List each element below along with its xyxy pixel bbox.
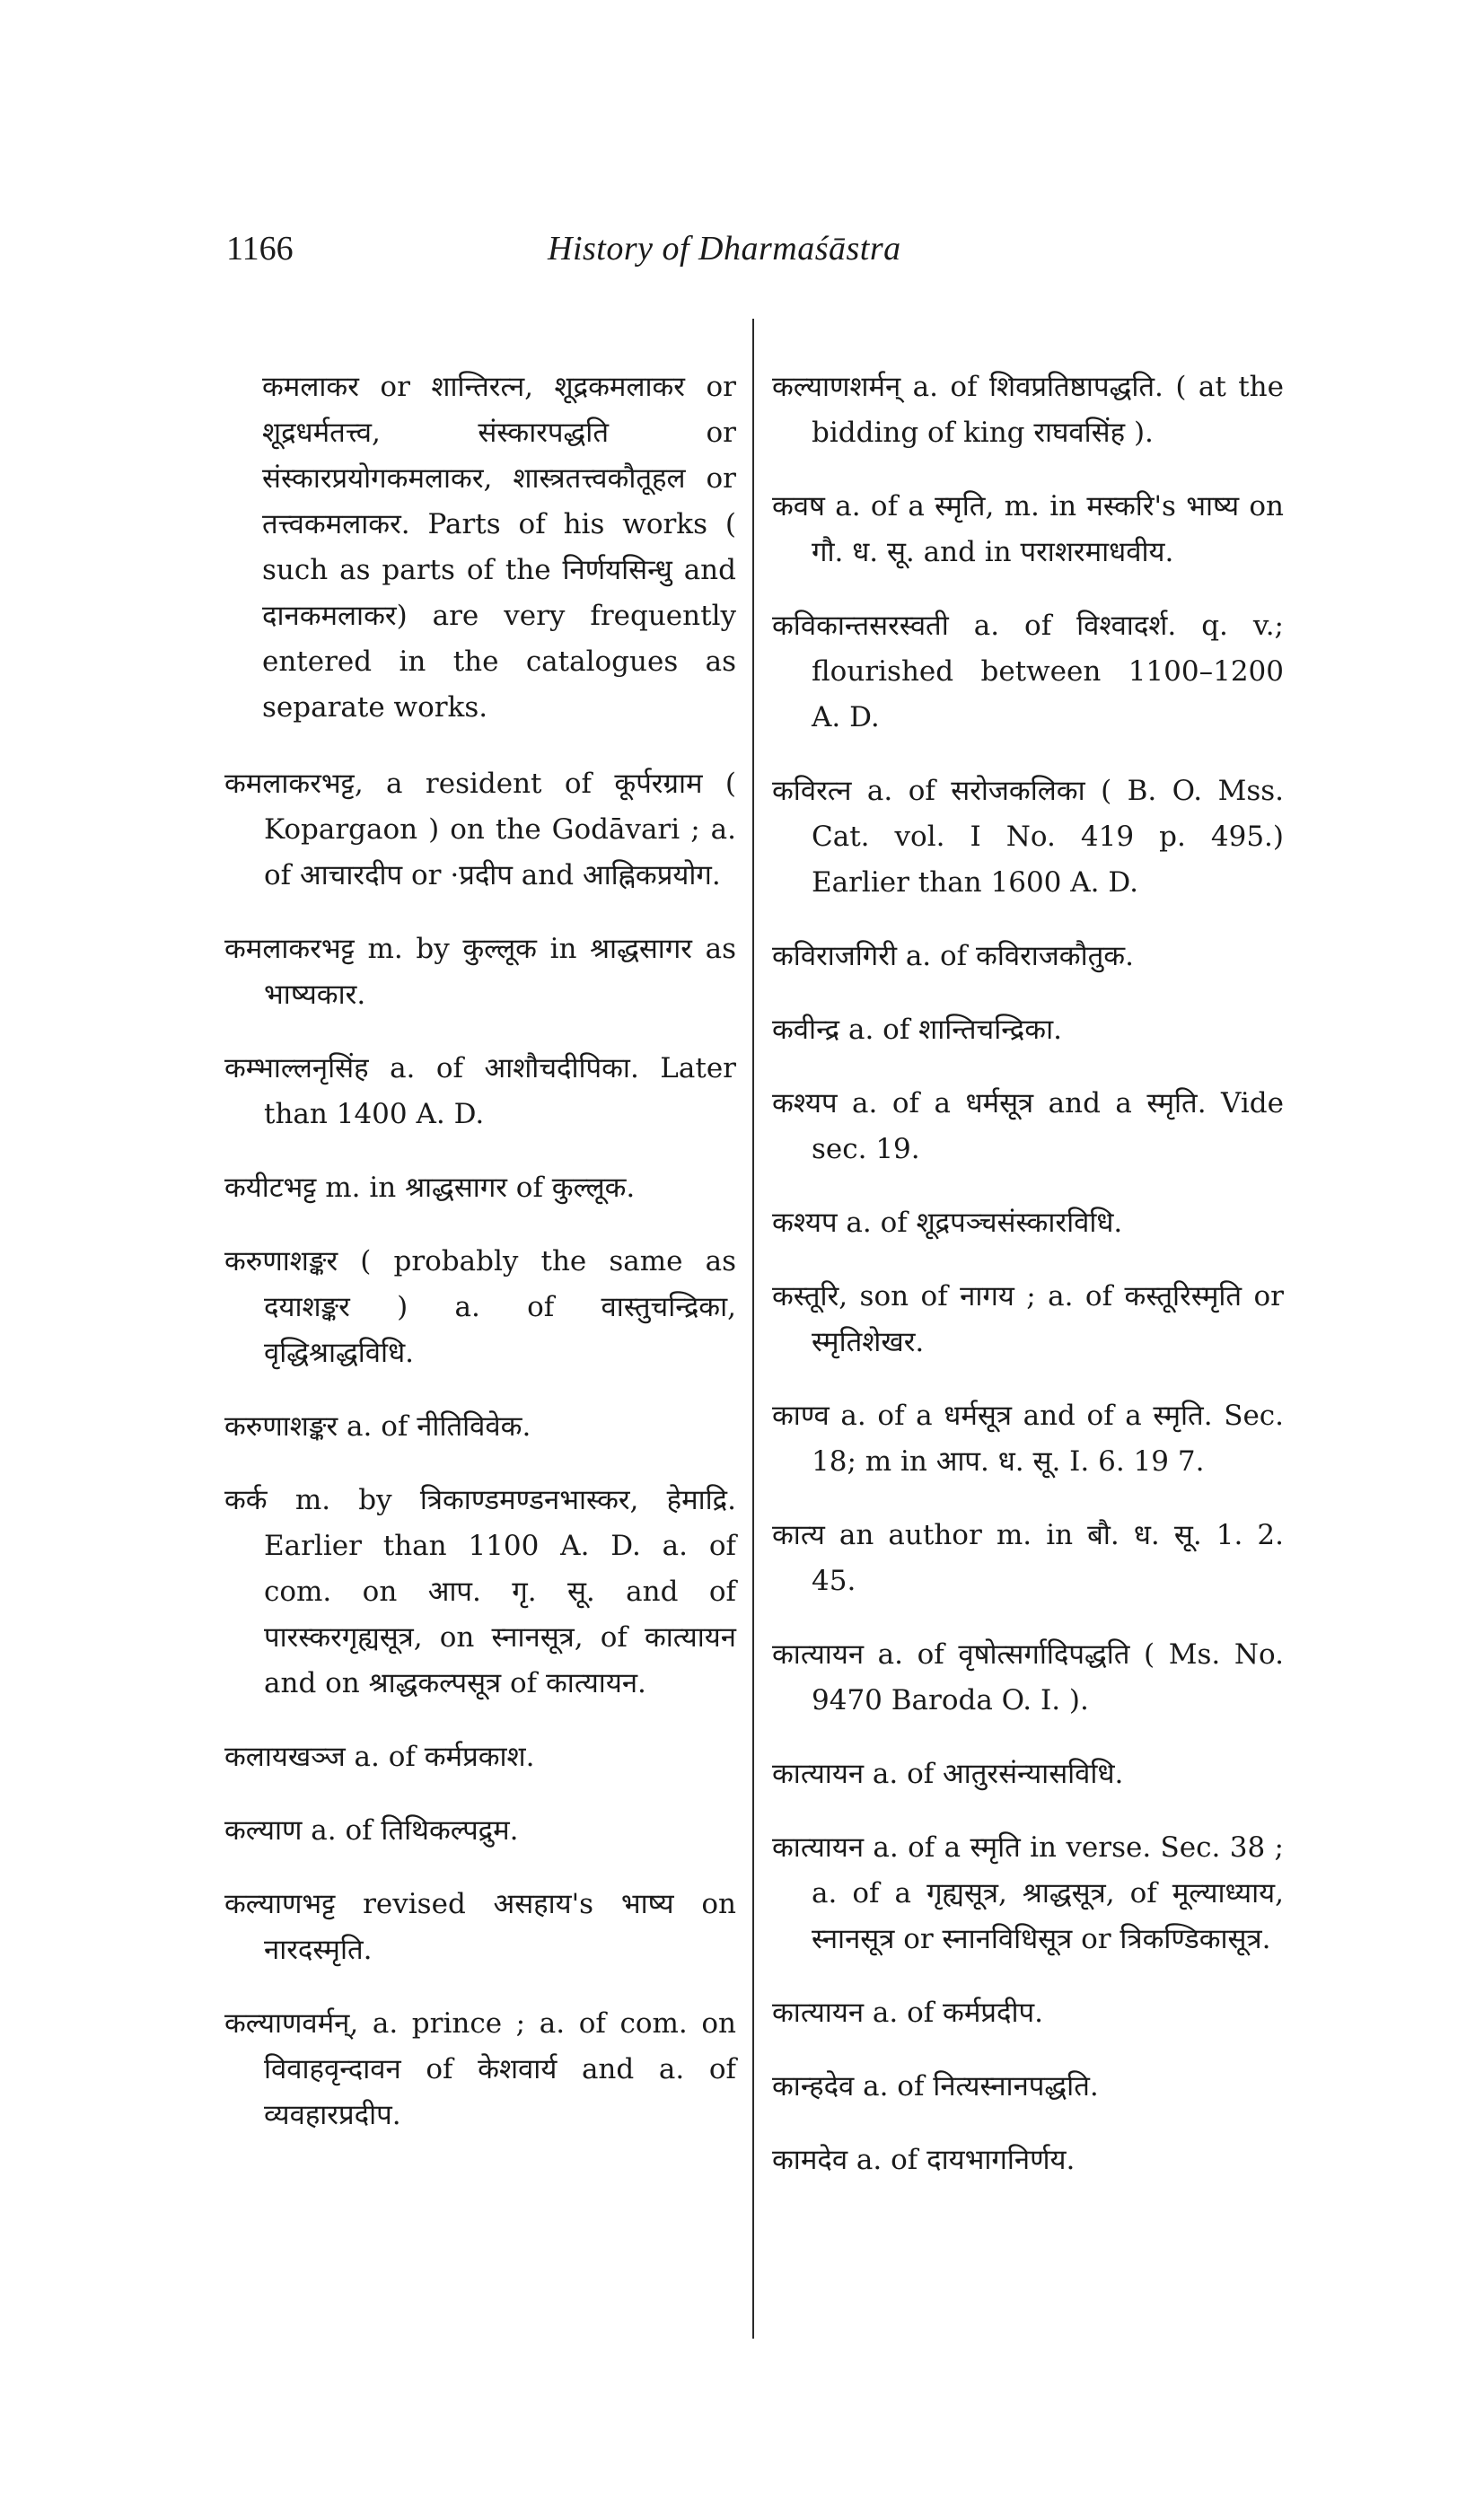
left-column [224,337,736,2162]
entry: कल्याणभट्ट revised असहाय's भाष्य on नारदस्मृति. [224,1888,736,1966]
entry: कात्यायन a. of a स्मृति in verse. Sec. 38 ; a. of a गृह्यसूत्र, श्राद्धसूत्र, of मूल्याध्याय, स्नानसूत्र or स्नानविधिसूत्र or त्रिकण्डिकासूत्र. [772,1831,1284,1955]
entry: कस्तूरि, son of नागय ; a. of कस्तूरिस्मृति or स्मृतिशेखर. [772,1280,1284,1358]
entry: कल्याणवर्मन्, a. prince ; a. of com. on विवाहवृन्दावन of केशवार्य and a. of व्यवहारप्रदीप. [224,2007,736,2131]
entry: कम्भाल्लनृसिंह a. of आशौचदीपिका. Later than 1400 A. D. [224,1052,736,1130]
entry: करुणाशङ्कर a. of नीतिविवेक. [224,1410,531,1443]
entry: कल्याण a. of तिथिकल्पद्रुम. [224,1814,519,1847]
entry: कल्याणशर्मन् a. of शिवप्रतिष्ठापद्धति. ( at the bidding of king राघवसिंह ). [772,371,1284,449]
entry-continued: कमलाकर or शान्तिरत्न, शूद्रकमलाकर or शूद्रधर्मतत्त्व, संस्कारपद्धति or संस्कारप्रयोगकमलाकर, शास्त्रतत्त्वकौतूहल or तत्त्वकमलाकर. Parts of his works ( such as parts of the निर्णयसिन्धु and दानकमलाकर) are very frequently entered in the catalogues as separate works. [262,371,736,724]
entry: कवीन्द्र a. of शान्तिचन्द्रिका. [772,1014,1062,1046]
entry: कश्यप a. of शूद्रपञ्चसंस्कारविधि. [772,1207,1123,1239]
entry: कयीटभट्ट m. in श्राद्धसागर of कुल्लूक. [224,1172,636,1204]
entry: कविराजगिरी a. of कविराजकौतुक. [772,940,1134,972]
column-divider [752,319,754,2339]
entry: कात्यायन a. of वृषोत्सर्गादिपद्धति ( Ms. No. 9470 Baroda O. I. ). [772,1638,1284,1716]
entry: कविरत्न a. of सरोजकलिका ( B. O. Mss. Cat. vol. I No. 419 p. 495.) Earlier than 1600 A. D. [772,775,1284,899]
entry: कान्हदेव a. of नित्यस्नानपद्धति. [772,2070,1099,2103]
running-title: History of Dharmaśāstra [548,230,901,268]
entry: कमलाकरभट्ट, a resident of कूर्परग्राम ( Kopargaon ) on the Godāvari ; a. of आचारदीप or ·प्रदीप and आह्निकप्रयोग. [224,768,736,891]
page-number: 1166 [226,230,294,268]
entry: कात्यायन a. of आतुरसंन्यासविधि. [772,1758,1124,1790]
entry: कविकान्तसरस्वती a. of विश्वादर्श. q. v.; flourished between 1100–1200 A. D. [772,610,1284,733]
entry: कमलाकरभट्ट m. by कुल्लूक in श्राद्धसागर as भाष्यकार. [224,933,736,1011]
entry: कर्क m. by त्रिकाण्डमण्डनभास्कर, हेमाद्रि. Earlier than 1100 A. D. a. of com. on आप. गृ. सू. and of पारस्करगृह्यसूत्र, on स्नानसूत्र, of कात्यायन and on श्राद्धकल्पसूत्र of कात्यायन. [224,1484,736,1699]
entry: काण्व a. of a धर्मसूत्र and of a स्मृति. Sec. 18; m in आप. ध. सू. I. 6. 19 7. [772,1400,1284,1478]
entry: कामदेव a. of दायभागनिर्णय. [772,2144,1076,2176]
entry: कलायखञ्ज a. of कर्मप्रकाश. [224,1741,535,1773]
entry: कात्यायन a. of कर्मप्रदीप. [772,1997,1043,2029]
entry: कश्यप a. of a धर्मसूत्र and a स्मृति. Vide sec. 19. [772,1087,1284,1165]
entry: करुणाशङ्कर ( probably the same as दयाशङ्कर ) a. of वास्तुचन्द्रिका, वृद्धिश्राद्धविधि. [224,1245,736,1369]
entry: कवष a. of a स्मृति, m. in मस्करि's भाष्य on गौ. ध. सू. and in पराशरमाधवीय. [772,490,1284,568]
right-column [772,337,1284,2205]
entry: कात्य an author m. in बौ. ध. सू. 1. 2. 45. [772,1519,1284,1597]
